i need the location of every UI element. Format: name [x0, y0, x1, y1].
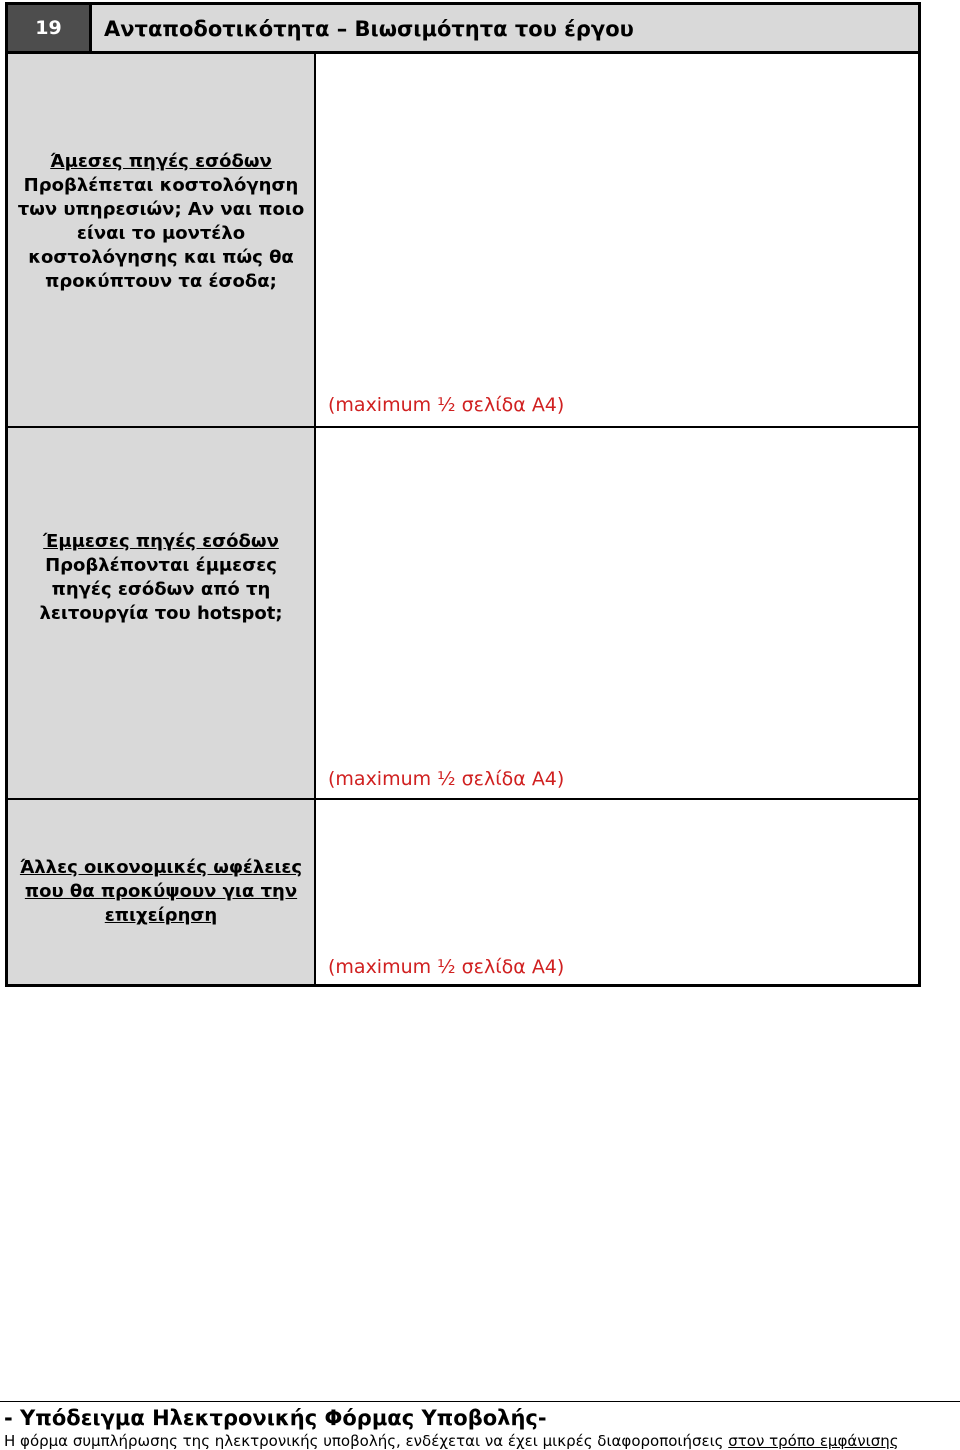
- section-header: [8, 5, 918, 54]
- section-title: Ανταποδοτικότητα – Βιωσιμότητα του έργου: [104, 17, 634, 41]
- page-limit-note: (maximum ½ σελίδα Α4): [328, 768, 565, 790]
- page-limit-note: (maximum ½ σελίδα Α4): [328, 394, 565, 416]
- question-line: Προβλέπονται έμμεσες: [45, 555, 277, 576]
- question-heading: που θα προκύψουν για την: [24, 881, 298, 902]
- question-heading: Έμμεσες πηγές εσόδων: [43, 531, 279, 552]
- question-line: προκύπτουν τα έσοδα;: [45, 271, 277, 292]
- form-table: [5, 2, 921, 987]
- footer-note-text: Η φόρμα συμπλήρωσης της ηλεκτρονικής υποβολής, ενδέχεται να έχει μικρές διαφοροποιήσεις: [4, 1432, 729, 1450]
- row-direct-revenue: [8, 54, 918, 428]
- footer-divider: [0, 1401, 960, 1402]
- answer-field[interactable]: [316, 428, 918, 798]
- question-line: Προβλέπεται κοστολόγηση: [23, 175, 299, 196]
- footer-note-link[interactable]: στον τρόπο εμφάνισης: [728, 1432, 899, 1450]
- question-line: είναι το μοντέλο: [76, 223, 246, 244]
- question-heading: Άλλες οικονομικές ωφέλειες: [19, 857, 303, 878]
- question-cell: [8, 54, 316, 426]
- question-heading: Άμεσες πηγές εσόδων: [50, 151, 272, 172]
- question-cell: [8, 800, 316, 984]
- answer-field[interactable]: [316, 800, 918, 984]
- footer-title: - Υπόδειγμα Ηλεκτρονικής Φόρμας Υποβολής-: [4, 1406, 547, 1430]
- question-line: πηγές εσόδων από τη: [51, 579, 271, 600]
- row-other-benefits: [8, 800, 918, 984]
- section-number: 19: [8, 5, 92, 51]
- question-cell: [8, 428, 316, 798]
- question-line: των υπηρεσιών; Αν ναι ποιο: [17, 199, 305, 220]
- row-indirect-revenue: [8, 428, 918, 800]
- question-heading: επιχείρηση: [104, 905, 218, 926]
- page-limit-note: (maximum ½ σελίδα Α4): [328, 956, 565, 978]
- answer-field[interactable]: [316, 54, 918, 426]
- footer-note: [4, 1432, 899, 1450]
- question-line: κοστολόγησης και πώς θα: [28, 247, 294, 268]
- question-line: λειτουργία του hotspot;: [39, 603, 283, 624]
